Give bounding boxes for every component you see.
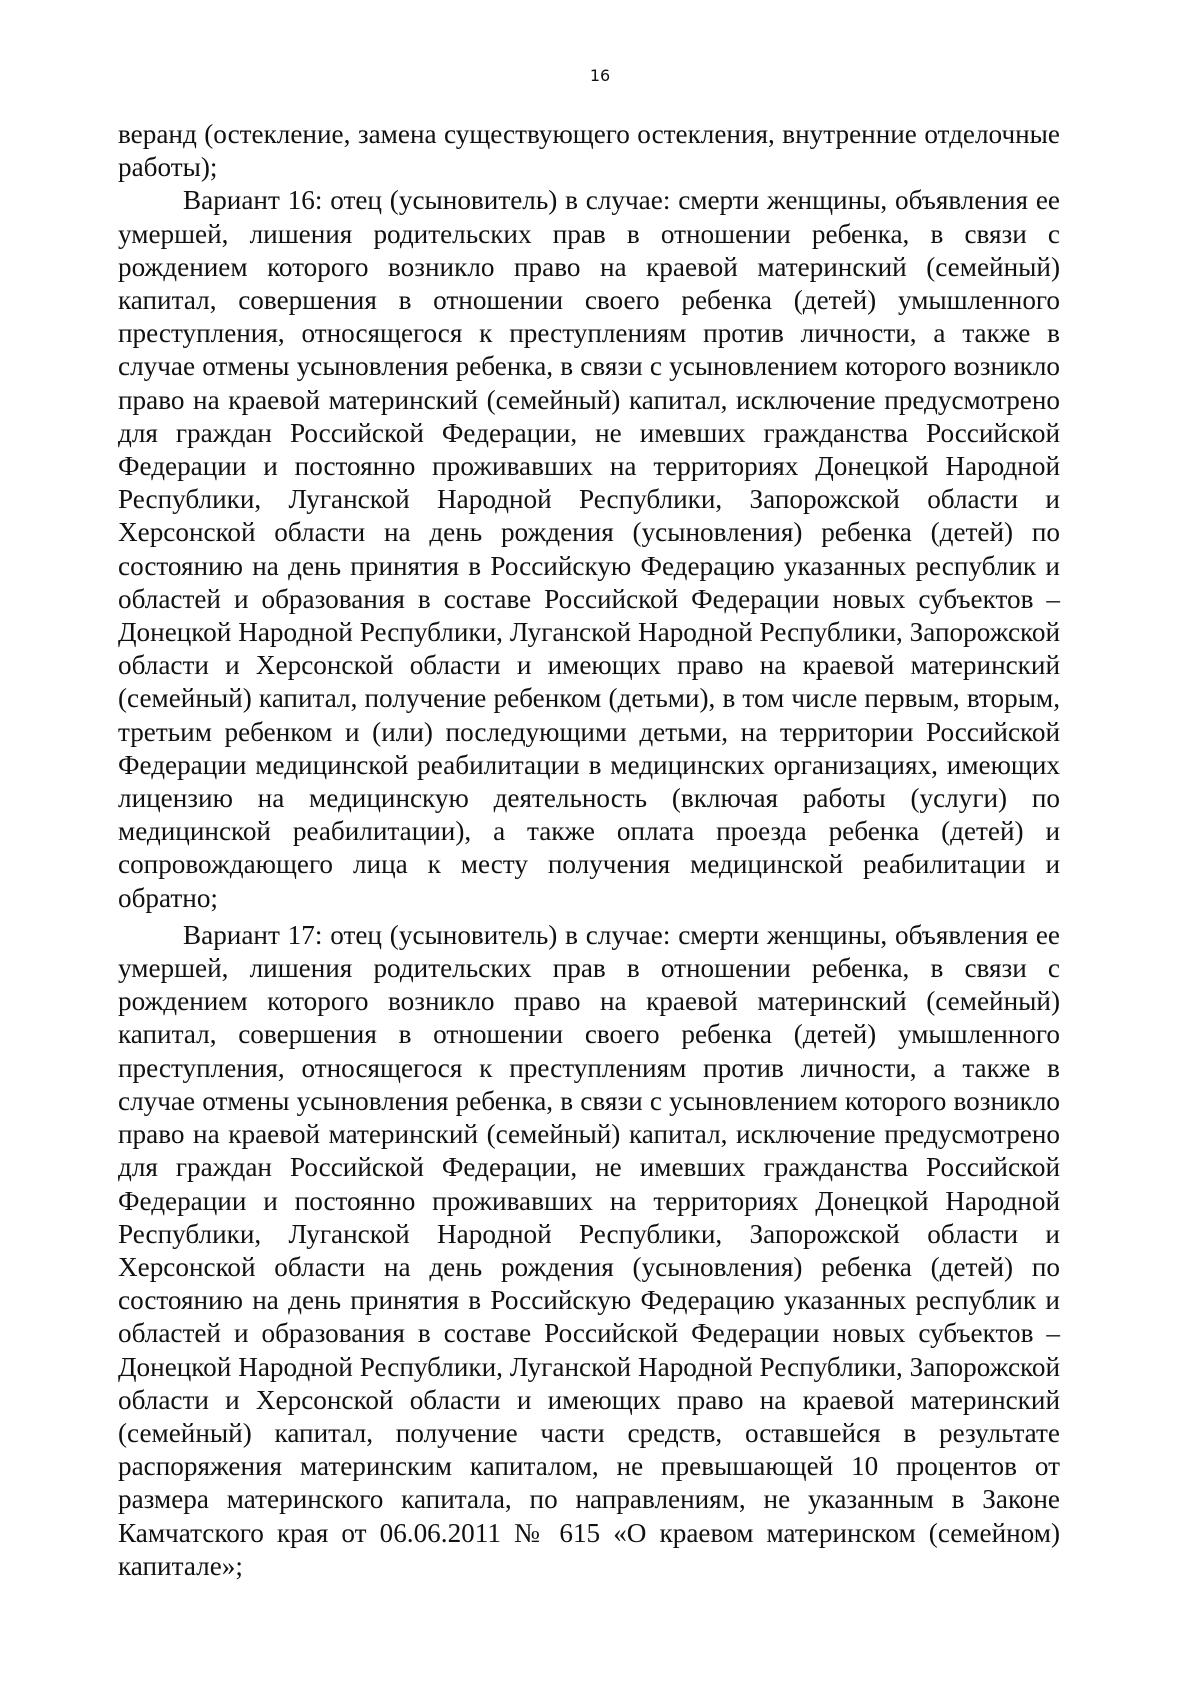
paragraph-continuation: веранд (остекление, замена существующего остекления, внутренние отделочные работы); [118,119,1060,183]
document-body [118,118,1060,1583]
paragraph-variant-17: Вариант 17: отец (усыновитель) в случае: смерти женщины, объявления ее умершей, лишения родительских прав в отношении ребенка, в связи с рождением которого возникло право на краевой материнский (семейный) капитал, совершения в отношении своего ребенка (детей) умышленного преступления, относящегося к преступлениям против личности, а также в случае отмены усыновления ребенка, в связи с усыновлением которого возникло право на краевой материнский (семейный) капитал, исключение предусмотрено для граждан Российской Федерации, не имевших гражданства Российской Федерации и постоянно проживавших на территориях Донецкой Народной Республики, Луганской Народной Республики, Запорожской области и Херсонской области на день рождения (усыновления) ребенка (детей) по состоянию на день принятия в Российскую Федерацию указанных республик и областей и образования в составе Российской Федерации новых субъектов – Донецкой Народной Республики, Луганской Народной Республики, Запорожской области и Херсонской области и имеющих право на краевой материнский (семейный) капитал, получение части средств, оставшейся в результате распоряжения материнским капиталом, не превышающей 10 процентов от размера материнского капитала, по направлениям, не указанным в Законе Камчатского края от 06.06.2011 № 615 «О краевом материнском (семейном) капитале»; [118,919,1060,1581]
paragraph-variant-16: Вариант 16: отец (усыновитель) в случае: смерти женщины, объявления ее умершей, лишения родительских прав в отношении ребенка, в связи с рождением которого возникло право на краевой материнский (семейный) капитал, совершения в отношении своего ребенка (детей) умышленного преступления, относящегося к преступлениям против личности, а также в случае отмены усыновления ребенка, в связи с усыновлением которого возникло право на краевой материнский (семейный) капитал, исключение предусмотрено для граждан Российской Федерации, не имевших гражданства Российской Федерации и постоянно проживавших на территориях Донецкой Народной Республики, Луганской Народной Республики, Запорожской области и Херсонской области на день рождения (усыновления) ребенка (детей) по состоянию на день принятия в Российскую Федерацию указанных республик и областей и образования в составе Российской Федерации новых субъектов – Донецкой Народной Республики, Луганской Народной Республики, Запорожской области и Херсонской области и имеющих право на краевой материнский (семейный) капитал, получение ребенком (детьми), в том числе первым, вторым, третьим ребенком и (или) последующими детьми, на территории Российской Федерации медицинской реабилитации в медицинских организациях, имеющих лицензию на медицинскую деятельность (включая работы (услуги) по медицинской реабилитации), а также оплата проезда ребенка (детей) и сопровождающего лица к месту получения медицинской реабилитации и обратно; [118,185,1060,913]
page-number: 16 [589,66,611,85]
